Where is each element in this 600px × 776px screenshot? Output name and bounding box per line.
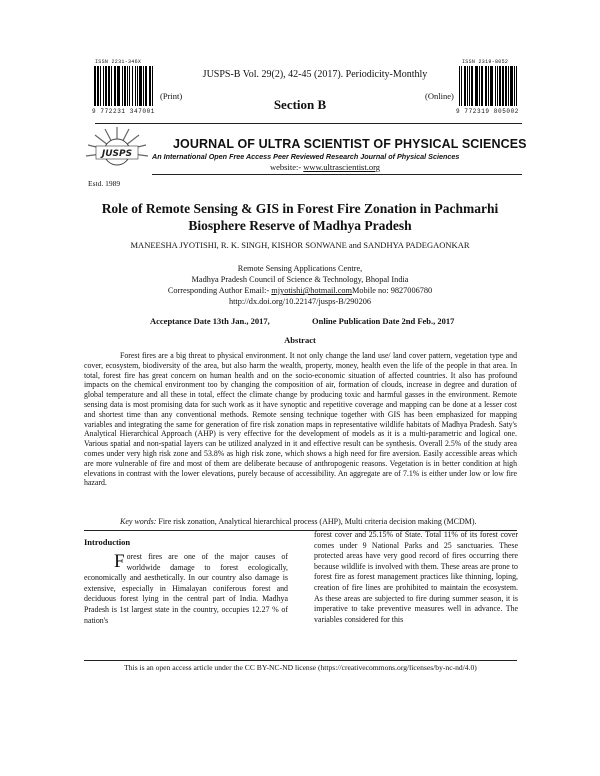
- barcode-bar: [469, 66, 470, 106]
- barcode-bar: [111, 66, 113, 106]
- publication-date: Online Publication Date 2nd Feb., 2017: [312, 316, 455, 326]
- barcode-bar: [127, 66, 128, 106]
- barcode-bar: [476, 66, 477, 106]
- barcode-bar: [137, 66, 138, 106]
- barcode-bar: [464, 66, 466, 106]
- keywords-label: Key words:: [120, 517, 157, 526]
- barcode-bar: [122, 66, 123, 106]
- journal-reference: JUSPS-B Vol. 29(2), 42-45 (2017). Periodicity-Monthly: [202, 69, 428, 80]
- header-rule: [95, 123, 522, 124]
- barcode-bar: [505, 66, 507, 106]
- barcode-bar: [485, 66, 487, 106]
- journal-logo: [82, 125, 152, 179]
- abstract-heading: Abstract: [284, 335, 316, 345]
- barcode-bar: [508, 66, 509, 106]
- barcode-bar: [97, 66, 99, 106]
- introduction-right-text: forest cover and 25.15% of State. Total 11% of its forest cover comes under 9 National Parks and 25 sanctuaries. These protected areas have very good record of fires occurring there because wildlife is involved with them. These areas are prone to forest fire as forest management practices like thinning, loping, creation of fire lines are prohibited to maintain the ecosystem. As these areas are subjected to fire during summer season, it is imperative to take preventive measures well in advance. The variables considered for this: [314, 530, 518, 624]
- issn-print-label: ISSN 2231-346X: [95, 59, 142, 65]
- barcode-bar: [105, 66, 107, 106]
- website-line: [270, 162, 380, 172]
- barcode-bar: [145, 66, 147, 106]
- online-issn-barcode: [459, 66, 521, 106]
- doi-link[interactable]: http://dx.doi.org/10.22147/jusps-B/290206: [228, 297, 372, 306]
- barcode-bar: [103, 66, 104, 106]
- barcode-bar: [497, 66, 498, 106]
- masthead-rule: [152, 174, 522, 175]
- website-link[interactable]: www.ultrascientist.org: [303, 162, 381, 172]
- barcode-bar: [119, 66, 120, 106]
- barcode-bar: [516, 66, 517, 106]
- website-label: website:-: [270, 162, 304, 172]
- barcode-bar: [100, 66, 101, 106]
- journal-subtitle: An International Open Free Access Peer Reviewed Research Journal of Physical Sciences: [152, 152, 460, 161]
- barcode-bar: [135, 66, 136, 106]
- section-label: Section B: [273, 97, 327, 112]
- barcode-bar: [514, 66, 515, 106]
- acceptance-date: Acceptance Date 13th Jan., 2017,: [150, 316, 270, 326]
- barcode-bar: [114, 66, 115, 106]
- barcode-bar: [471, 66, 473, 106]
- footer-rule: [84, 660, 517, 661]
- barcode-bar: [467, 66, 468, 106]
- article-title-line-2: Biosphere Reserve of Madhya Pradesh: [188, 218, 412, 233]
- article-title: [80, 200, 520, 234]
- affiliation-line-2: Madhya Pradesh Council of Science & Technology, Bhopal India: [191, 275, 409, 284]
- barcode-bar: [124, 66, 126, 106]
- abstract-text: Forest fires are a big threat to physical environment. It not only change the land use/ land cover pattern, vegetation type and cover, ecosystem, biodiversity of the area, but also harm the wealth, property, money, health even the life of the people in that area. In total, forest fire has great concern on human health and on the socio-economic situation of affected countries. It also has profound impacts on the chemical environment too by changing the composition of air, formation of clouds, increase in degree and duration of global temperature and all these in total, effect the climate change by producing toxic and harmful gasses in the environment. Remote sensing data is most promising data for such work as it have synoptic and repetitive coverage and mapping can be done at a lesser cost and shortest time than any conventional methods. Remote sensing technique together with GIS has been emphasized for mapping variables and integrating the same for generation of fire risk zonation maps in representative wildlife habitats of Madhya Pradesh. Saty's Analytical Hierarchical Approach (AHP) is very effective for the development of models as it is a multi-parametric and logical one. Various spatial and non-spatial layers can be utilized analyzed in it and effective result can be synthesis. Overall 2.5% of the study area comes under very high risk zone and 53.8% as high risk zone, which shows a high need for fire aversion. Easily accessible areas which are more vulnerable of fire and most of them are deliberate because of anthropogenic reasons. Vegetation is in better condition at high elevations in contrast with the lower elevations, purely because of accessibility. An aggregate are of 7.1% is either under low or low fire hazard.: [84, 351, 517, 488]
- drop-cap: F: [114, 551, 125, 572]
- barcode-bar: [129, 66, 130, 106]
- corresponding-author: [100, 285, 500, 296]
- established-year: Estd. 1989: [88, 179, 121, 188]
- keywords-text: Fire risk zonation, Analytical hierarchical process (AHP), Multi criteria decision making (MCDM).: [156, 517, 477, 526]
- issn-online-label: ISSN 2319-8052: [462, 59, 509, 65]
- logo-text: JUSPS: [101, 149, 133, 159]
- print-barcode-number: 9 772231 347001: [92, 108, 156, 115]
- journal-logo-emblem: [82, 125, 152, 179]
- barcode-bar: [461, 66, 462, 106]
- print-label: (Print): [160, 91, 183, 101]
- print-issn-barcode: [94, 66, 156, 106]
- introduction-left-text: orest fires are one of the major causes of worldwide damage to forest ecologically, economically and aesthetically. In our country also damage is extensive, especially in Himalayan coniferous forest and deciduous forest lying in the central part of India. Madhya Pradesh is 1st largest state in the country, occupies 12.27 % of nation's: [84, 552, 288, 625]
- online-barcode-number: 9 772319 805002: [456, 108, 520, 115]
- barcode-bar: [143, 66, 144, 106]
- author-list: MANEESHA JYOTISHI, R. K. SINGH, KISHOR SONWANE and SANDHYA PADEGAONKAR: [130, 240, 470, 250]
- license-note: This is an open access article under the CC BY-NC-ND license (https://creativecommons.org/licenses/by-nc-nd/4.0): [124, 663, 477, 672]
- introduction-heading: Introduction: [84, 537, 131, 547]
- barcode-bar: [475, 66, 476, 106]
- corresponding-mobile: Mobile no: 9827006780: [351, 286, 433, 295]
- affiliation-line-1: Remote Sensing Applications Centre,: [237, 264, 363, 273]
- journal-name: JOURNAL OF ULTRA SCIENTIST OF PHYSICAL SCIENCES: [173, 137, 527, 151]
- article-title-line-1: Role of Remote Sensing & GIS in Forest Fire Zonation in Pachmarhi: [101, 201, 499, 216]
- barcode-bar: [132, 66, 134, 106]
- barcode-bar: [459, 66, 460, 106]
- introduction-column-left: [84, 552, 288, 626]
- corresponding-prefix: Corresponding Author Email:-: [167, 286, 272, 295]
- barcode-bar: [482, 66, 483, 106]
- introduction-column-right: [314, 530, 518, 625]
- corresponding-email[interactable]: mjyotishi@hotmail.com: [271, 286, 352, 295]
- keywords-line: [120, 517, 520, 526]
- barcode-bar: [491, 66, 493, 106]
- barcode-bar: [499, 66, 501, 106]
- barcode-bar: [152, 66, 154, 106]
- online-label: (Online): [425, 91, 454, 101]
- affiliation-block: [100, 263, 500, 307]
- barcode-bar: [495, 66, 496, 106]
